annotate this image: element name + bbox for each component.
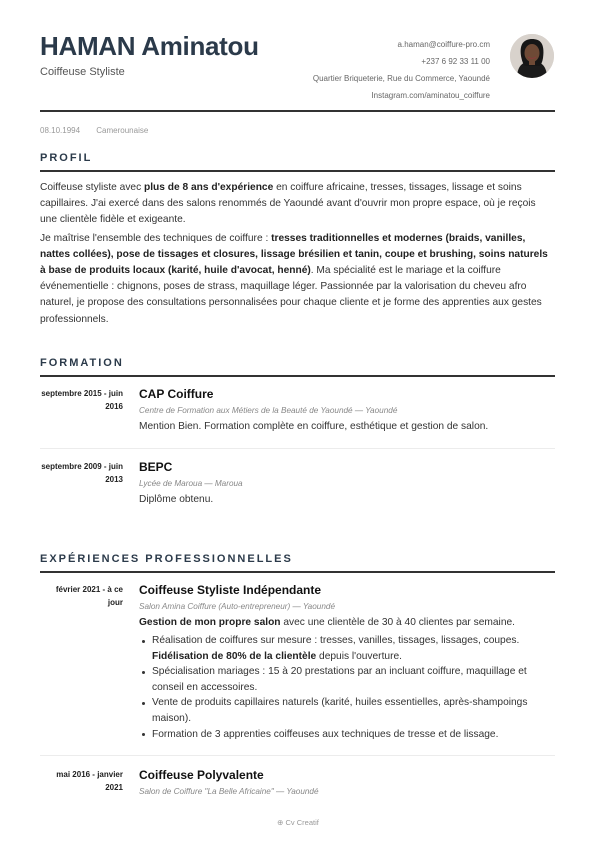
contact-block: [313, 36, 490, 104]
entry-date: septembre 2009 - juin 2013: [41, 462, 123, 484]
entry-separator: [40, 755, 555, 756]
entry-title: Coiffeuse Polyvalente: [139, 768, 264, 782]
section-title-formation: FORMATION: [40, 357, 124, 369]
birthdate: 08.10.1994: [40, 126, 81, 135]
header-divider: [40, 110, 555, 112]
contact-phone: +237 6 92 33 11 00: [421, 57, 490, 66]
experience-bullets: [139, 633, 553, 742]
list-item: Spécialisation mariages : 15 à 20 prestations par an incluant coiffure, maquillage et conseil en accessoires.: [139, 664, 553, 695]
profile-paragraph-2: Je maîtrise l'ensemble des techniques de coiffure : tresses traditionnelles et modernes (braids, vanilles, nattes collées), pose de tissages et closures, lissage brésilien et tanin, coupe et brushing, soins naturels à base de produits locaux (karité, huile d'avocat, henné). Ma spécialité est le mariage et la coiffure événementielle : chignons, poses de strass, maquillage léger. Passionnée par la valorisation du cheveu afro naturel, je propose des consultations personnalisées pour chaque cliente et je forme des apprenties aux gestes professionnels.: [40, 232, 548, 325]
list-item: Formation de 3 apprenties coiffeuses aux techniques de tresse et de lissage.: [139, 727, 553, 743]
entry-title: BEPC: [139, 460, 173, 474]
candidate-title: Coiffeuse Styliste: [40, 66, 125, 78]
contact-social[interactable]: Instagram.com/aminatou_coiffure: [371, 91, 490, 100]
nationality: Camerounaise: [96, 126, 149, 135]
personal-meta: [40, 126, 148, 135]
entry-date: février 2021 - à ce jour: [55, 585, 123, 607]
entry-description: Gestion de mon propre salon avec une clientèle de 30 à 40 clientes par semaine.: [139, 617, 515, 628]
entry-organization: Centre de Formation aux Métiers de la Beauté de Yaoundé — Yaoundé: [139, 406, 398, 415]
footer-brand: ⊕ Cv Creatif: [277, 818, 319, 827]
portrait-photo: [510, 34, 554, 78]
entry-organization: Salon Amina Coiffure (Auto-entrepreneur) — Yaoundé: [139, 602, 336, 611]
entry-organization: Lycée de Maroua — Maroua: [139, 479, 243, 488]
section-divider-experiences: [40, 571, 555, 573]
section-divider-formation: [40, 375, 555, 377]
entry-title: Coiffeuse Styliste Indépendante: [139, 583, 322, 597]
entry-date: septembre 2015 - juin 2016: [41, 389, 123, 411]
profile-paragraph-1: Coiffeuse styliste avec plus de 8 ans d'expérience en coiffure africaine, tresses, tissages, lissage et soins capillaires. J'ai exercé dans des salons renommés de Yaoundé avant d'ouvrir mon propre espace, où je reçois une clientèle fidèle et exigeante.: [40, 182, 536, 226]
entry-description: Diplôme obtenu.: [139, 494, 214, 505]
section-title-profil: PROFIL: [40, 152, 93, 164]
section-divider-profil: [40, 170, 555, 172]
list-item: Réalisation de coiffures sur mesure : tresses, vanilles, tissages, lissages, coupes. Fidélisation de 80% de la clientèle depuis l'ouverture.: [139, 633, 553, 664]
avatar: [510, 34, 554, 78]
section-title-experiences: EXPÉRIENCES PROFESSIONNELLES: [40, 553, 293, 565]
entry-date: mai 2016 - janvier 2021: [56, 770, 123, 792]
entry-separator: [40, 448, 555, 449]
list-item: Vente de produits capillaires naturels (karité, huiles essentielles, après-shampoings maison).: [139, 695, 553, 726]
contact-address: Quartier Briqueterie, Rue du Commerce, Yaoundé: [312, 74, 490, 83]
profile-summary: [40, 180, 555, 330]
contact-email[interactable]: a.haman@coiffure-pro.cm: [397, 40, 490, 49]
entry-title: CAP Coiffure: [139, 387, 214, 401]
candidate-name: HAMAN Aminatou: [40, 31, 259, 61]
entry-description: Mention Bien. Formation complète en coiffure, esthétique et gestion de salon.: [139, 421, 489, 432]
entry-organization: Salon de Coiffure "La Belle Africaine" — Yaoundé: [139, 787, 319, 796]
